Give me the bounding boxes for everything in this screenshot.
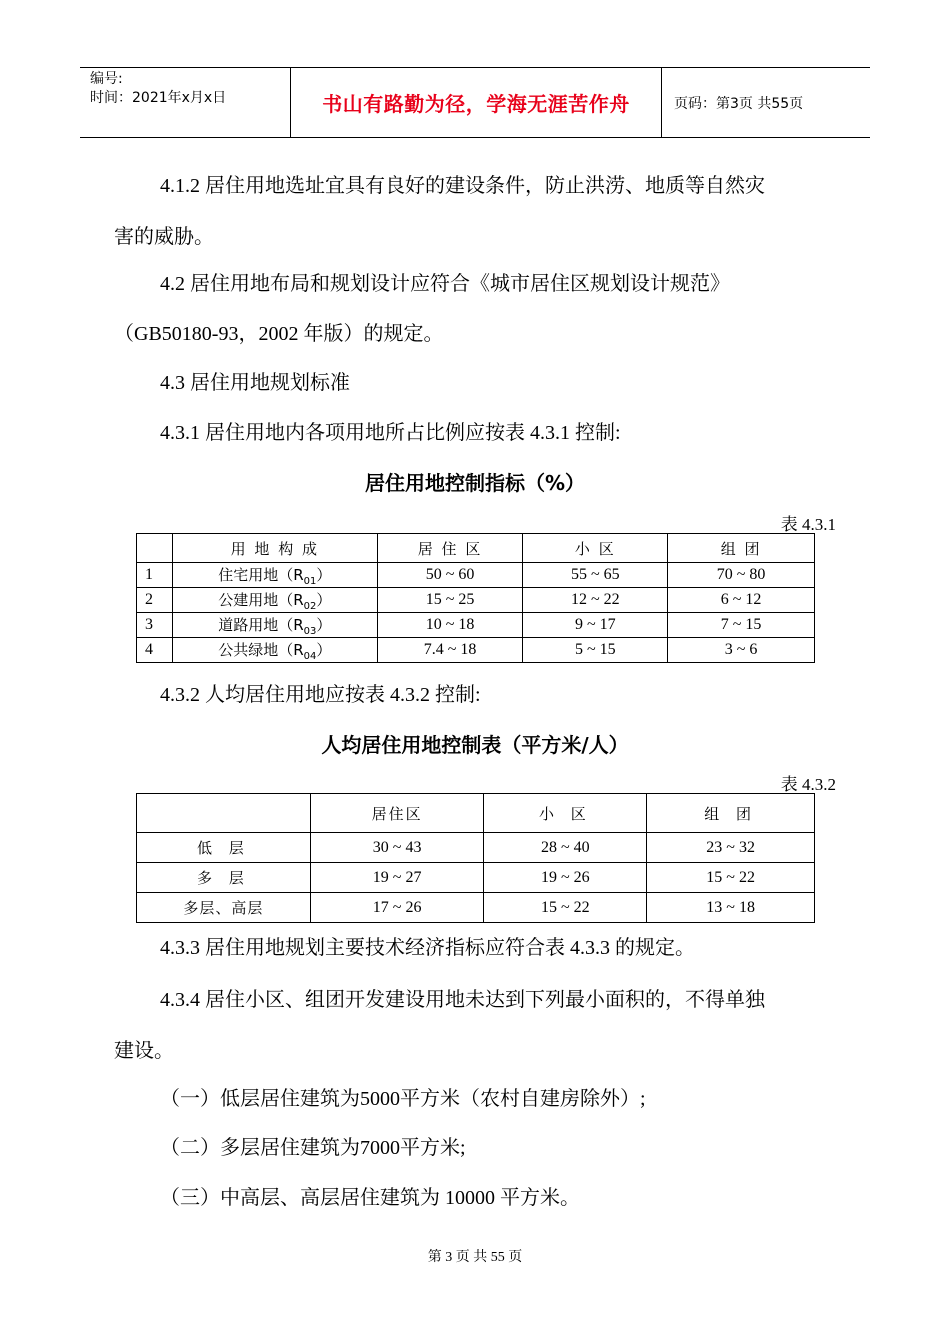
list-item-1: （一）低层居住建筑为5000平方米（农村自建房除外）; (160, 1088, 646, 1110)
paragraph-4-3-4-line2: 建设。 (114, 1040, 174, 1062)
table2-title: 人均居住用地控制表（平方米/人） (321, 733, 629, 757)
land-use-control-table (136, 533, 815, 663)
row-number: 2 (137, 588, 173, 613)
page-header (80, 67, 870, 138)
value-cell: 5 ~ 15 (523, 638, 668, 663)
land-type-cell: 住宅用地$(R_{01})$ (172, 563, 377, 588)
paragraph-4-1-2-line1: 4.1.2 居住用地选址宜具有良好的建设条件，防止洪涝、地质等自然灾 (160, 175, 765, 197)
building-type-cell: 多层、高层 (137, 893, 311, 923)
header-motto: 书山有路勤为径，学海无涯苦作舟 (291, 68, 662, 137)
table-header-cell: 居 住 区 (377, 534, 523, 563)
table-header-row (137, 534, 815, 563)
header-page-number: 页码：第3页 共55页 (674, 95, 804, 112)
paragraph-4-1-2-line2: 害的威胁。 (114, 226, 214, 248)
value-cell: 6 ~ 12 (668, 588, 815, 613)
list-item-3: （三）中高层、高层居住建筑为 10000 平方米。 (160, 1187, 580, 1209)
value-cell: 7.4 ~ 18 (377, 638, 523, 663)
table-row (137, 588, 815, 613)
land-type-cell: 道路用地$(R_{03})$ (172, 613, 377, 638)
table-header-cell: 组 团 (668, 534, 815, 563)
value-cell: 15 ~ 22 (647, 863, 815, 893)
value-cell: 12 ~ 22 (523, 588, 668, 613)
row-number: 4 (137, 638, 173, 663)
value-cell: 28 ~ 40 (484, 833, 647, 863)
table-header-cell: 小 区 (523, 534, 668, 563)
list-item-2: （二）多层居住建筑为7000平方米; (160, 1137, 466, 1159)
table-row (137, 613, 815, 638)
row-number: 1 (137, 563, 173, 588)
table-header-cell: 组 团 (647, 794, 815, 833)
paragraph-4-2-line1: 4.2 居住用地布局和规划设计应符合《城市居住区规划设计规范》 (160, 273, 730, 295)
paragraph-4-2-line2: （GB50180-93，2002 年版）的规定。 (114, 323, 444, 345)
table-header-cell: 小 区 (484, 794, 647, 833)
paragraph-4-3-4-line1: 4.3.4 居住小区、组团开发建设用地未达到下列最小面积的，不得单独 (160, 989, 765, 1011)
value-cell: 50 ~ 60 (377, 563, 523, 588)
paragraph-4-3: 4.3 居住用地规划标准 (160, 372, 350, 394)
paragraph-4-3-2: 4.3.2 人均居住用地应按表 4.3.2 控制: (160, 684, 481, 706)
value-cell: 17 ~ 26 (310, 893, 484, 923)
table-row (137, 563, 815, 588)
document-number-label: 编号: (90, 71, 123, 87)
table-header-cell (137, 534, 173, 563)
value-cell: 30 ~ 43 (310, 833, 484, 863)
value-cell: 9 ~ 17 (523, 613, 668, 638)
table2-number: 表 4.3.2 (780, 775, 836, 794)
table-row (137, 638, 815, 663)
per-capita-land-table (136, 793, 815, 923)
table1-title: 居住用地控制指标（%） (364, 471, 586, 495)
table1-number: 表 4.3.1 (780, 515, 836, 534)
page-footer: 第 3 页 共 55 页 (427, 1250, 523, 1265)
value-cell: 19 ~ 27 (310, 863, 484, 893)
table-header-row (137, 794, 815, 833)
land-type-cell: 公建用地$(R_{02})$ (172, 588, 377, 613)
table-header-cell (137, 794, 311, 833)
table-row (137, 863, 815, 893)
value-cell: 70 ~ 80 (668, 563, 815, 588)
table-row (137, 833, 815, 863)
value-cell: 15 ~ 25 (377, 588, 523, 613)
value-cell: 13 ~ 18 (647, 893, 815, 923)
value-cell: 19 ~ 26 (484, 863, 647, 893)
value-cell: 23 ~ 32 (647, 833, 815, 863)
land-type-cell: 公共绿地$(R_{04})$ (172, 638, 377, 663)
building-type-cell: 低 层 (137, 833, 311, 863)
paragraph-4-3-1: 4.3.1 居住用地内各项用地所占比例应按表 4.3.1 控制: (160, 422, 621, 444)
value-cell: 55 ~ 65 (523, 563, 668, 588)
header-meta (80, 68, 291, 137)
value-cell: 15 ~ 22 (484, 893, 647, 923)
table-header-cell: 居住区 (310, 794, 484, 833)
table-row (137, 893, 815, 923)
paragraph-4-3-3: 4.3.3 居住用地规划主要技术经济指标应符合表 4.3.3 的规定。 (160, 937, 695, 959)
building-type-cell: 多 层 (137, 863, 311, 893)
document-time-label: 时间：2021年x月x日 (90, 90, 227, 106)
value-cell: 3 ~ 6 (668, 638, 815, 663)
table-header-cell: 用 地 构 成 (172, 534, 377, 563)
value-cell: 10 ~ 18 (377, 613, 523, 638)
row-number: 3 (137, 613, 173, 638)
value-cell: 7 ~ 15 (668, 613, 815, 638)
